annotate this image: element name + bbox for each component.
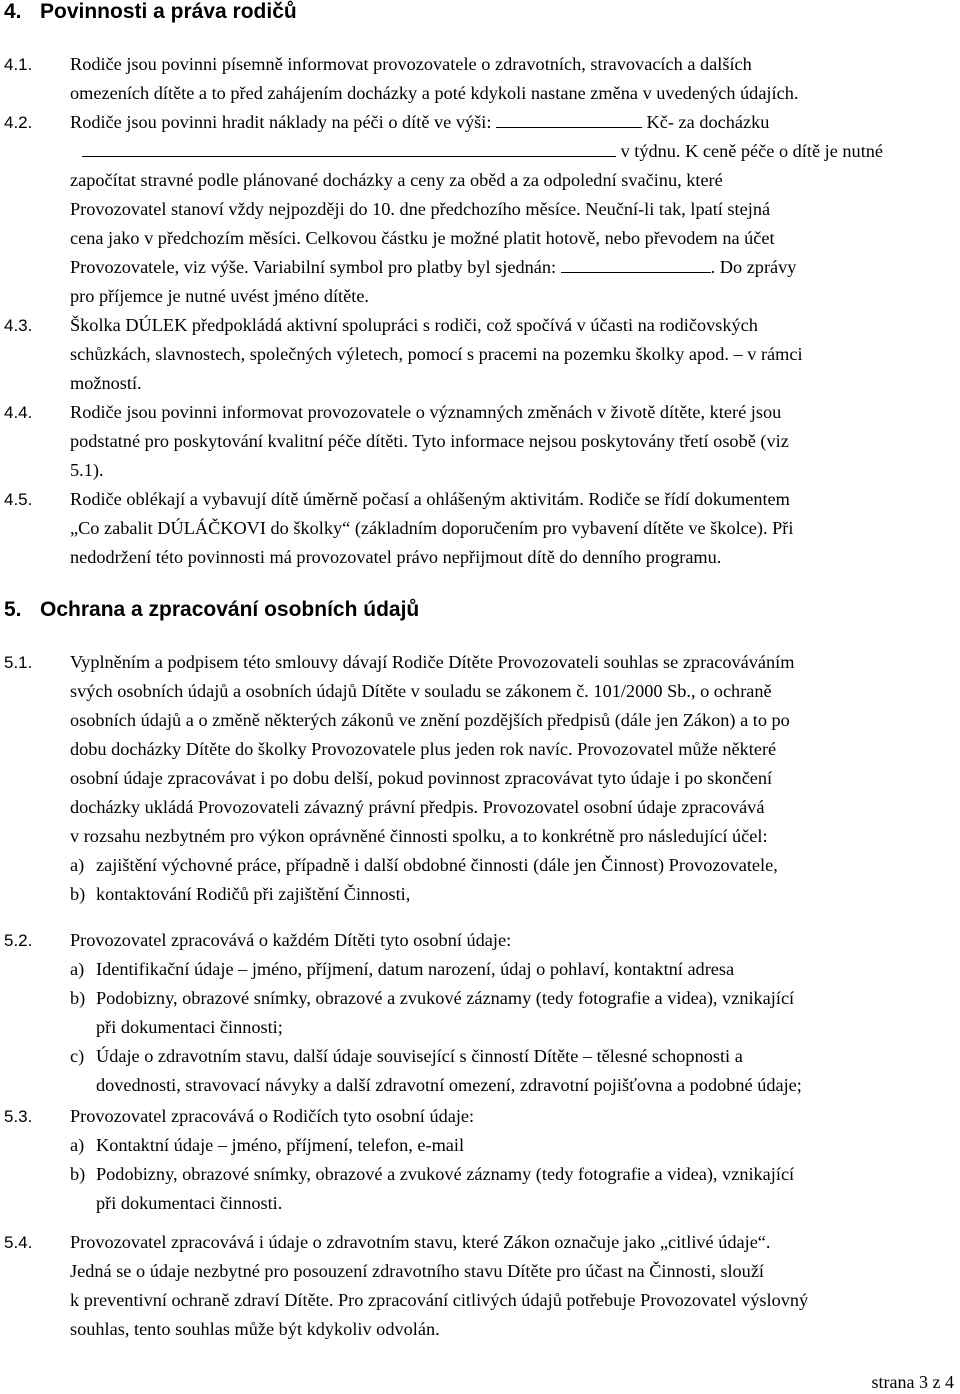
text-line: osobních údajů a o změně některých zákonů ve znění pozdějších předpisů (dále jen Zákon) a to po	[70, 710, 790, 730]
text-line: Provozovatel zpracovává o Rodičích tyto osobní údaje:	[70, 1106, 475, 1126]
clause-number: 5.3.	[4, 1107, 33, 1126]
text-line: při dokumentaci činnosti;	[96, 1017, 283, 1037]
section-number: 4.	[4, 0, 22, 23]
text-fragment: Kč- za docházku	[641, 112, 770, 132]
text-line: Jedná se o údaje nezbytné pro posouzení zdravotního stavu Dítěte pro účast na Činnosti, slouží	[70, 1261, 765, 1281]
text-line: cena jako v předchozím měsíci. Celkovou částku je možné platit hotově, nebo převodem na účet	[70, 228, 775, 248]
text-fragment: Provozovatele, viz výše. Variabilní symbol pro platby byl sjednán:	[70, 257, 561, 277]
text-line: omezeních dítěte a to před zahájením docházky a poté kdykoli nastane změna v uvedených údajích.	[70, 83, 799, 103]
clause-number: 5.1.	[4, 653, 33, 672]
text-line: nedodržení této povinnosti má provozovatel právo nepřijmout dítě do denního programu.	[70, 547, 722, 567]
clause-number: 4.1.	[4, 55, 33, 74]
text-line: Podobizny, obrazové snímky, obrazové a zvukové záznamy (tedy fotografie a videa), vznikající	[96, 988, 795, 1008]
section-heading	[4, 598, 419, 622]
section-number: 5.	[4, 598, 22, 621]
text-line: pro příjemce je nutné uvést jméno dítěte.	[70, 286, 370, 306]
text-line: Rodiče jsou povinni písemně informovat provozovatele o zdravotních, stravovacích a dalších	[70, 54, 752, 74]
text-line: Rodiče jsou povinni informovat provozovatele o významných změnách v životě dítěte, které jsou	[70, 402, 782, 422]
text-fragment: v týdnu.	[616, 141, 686, 161]
text-line: podstatné pro poskytování kvalitní péče dítěti. Tyto informace nejsou poskytovány třetí osobě (viz	[70, 431, 789, 451]
text-line: Provozovatel zpracovává i údaje o zdravotním stavu, které Zákon označuje jako „citlivé údaje“.	[70, 1232, 771, 1252]
text-line: v rozsahu nezbytném pro výkon oprávněné činnosti spolku, a to konkrétně pro následující účel:	[70, 826, 768, 846]
text-fragment: Rodiče jsou povinni hradit náklady na péči o dítě ve výši:	[70, 112, 492, 132]
clause-number: 5.4.	[4, 1233, 33, 1252]
text-line: 5.1).	[70, 460, 104, 480]
clause-number: 5.2.	[4, 931, 33, 950]
section-title: Ochrana a zpracování osobních údajů	[40, 598, 420, 621]
text-line: Provozovatel stanoví vždy nejpozději do 10. dne předchozího měsíce. Neuční-li tak, lpatí stejná	[70, 199, 771, 219]
text-line: Provozovatel zpracovává o každém Dítěti tyto osobní údaje:	[70, 930, 512, 950]
text-fragment: K ceně péče o dítě je nutné	[685, 141, 884, 161]
list-label: b)	[70, 884, 86, 904]
text-line: souhlas, tento souhlas může být kdykoliv odvolán.	[70, 1319, 440, 1339]
text-line: možností.	[70, 373, 142, 393]
text-fragment: . Do zprávy	[710, 257, 797, 277]
clause-number: 4.5.	[4, 490, 33, 509]
section-heading	[4, 0, 297, 24]
text-line: Údaje o zdravotním stavu, další údaje související s činností Dítěte – tělesné schopnosti a	[96, 1046, 743, 1066]
text-line: dobu docházky Dítěte do školky Provozovatele plus jeden rok navíc. Provozovatel může některé	[70, 739, 777, 759]
text-line: Školka DÚLEK předpokládá aktivní spolupráci s rodiči, což spočívá v účasti na rodičovských	[70, 315, 758, 335]
section-title: Povinnosti a práva rodičů	[40, 0, 297, 23]
attendance-days-blank[interactable]	[82, 139, 616, 157]
text-line: osobní údaje zpracovávat i po dobu delší, pokud povinnost zpracovávat tyto údaje i po skončení	[70, 768, 773, 788]
page-number: strana 3 z 4	[871, 1372, 954, 1392]
text-line: Rodiče oblékají a vybavují dítě úměrně počasí a ohlášeným aktivitám. Rodiče se řídí dokumentem	[70, 489, 790, 509]
fee-amount-blank[interactable]	[496, 110, 642, 128]
clause-number: 4.2.	[4, 113, 33, 132]
text-line	[70, 253, 796, 282]
clause-number: 4.4.	[4, 403, 33, 422]
text-line: docházky ukládá Provozovateli závazný právní předpis. Provozovatel osobní údaje zpracovává	[70, 797, 765, 817]
clause-number: 4.3.	[4, 316, 33, 335]
text-line: k preventivní ochraně zdraví Dítěte. Pro zpracování citlivých údajů potřebuje Provozovatel výslovný	[70, 1290, 809, 1310]
text-line: dovednosti, stravovací návyky a další zdravotní omezení, zdravotní pojišťovna a podobné údaje;	[96, 1075, 802, 1095]
variable-symbol-blank[interactable]	[561, 255, 711, 273]
list-label: a)	[70, 1135, 85, 1155]
text-line: „Co zabalit DÚLÁČKOVI do školky“ (základním doporučením pro vybavení dítěte ve školce). Při	[70, 518, 794, 538]
list-label: b)	[70, 988, 86, 1008]
text-line: Podobizny, obrazové snímky, obrazové a zvukové záznamy (tedy fotografie a videa), vznikající	[96, 1164, 795, 1184]
text-line: Kontaktní údaje – jméno, příjmení, telefon, e-mail	[96, 1135, 465, 1155]
list-label: a)	[70, 959, 85, 979]
text-line: schůzkách, slavnostech, společných výletech, pomocí s pracemi na pozemku školky apod. – v rámci	[70, 344, 803, 364]
list-label: c)	[70, 1046, 85, 1066]
text-line: svých osobních údajů a osobních údajů Dítěte v souladu se zákonem č. 101/2000 Sb., o ochraně	[70, 681, 772, 701]
list-label: a)	[70, 855, 85, 875]
text-line	[82, 137, 883, 166]
text-line	[70, 108, 769, 137]
text-line: Identifikační údaje – jméno, příjmení, datum narození, údaj o pohlaví, kontaktní adresa	[96, 959, 735, 979]
text-line: zajištění výchovné práce, případně i další obdobné činnosti (dále jen Činnost) Provozovatele,	[96, 855, 778, 875]
text-line: započítat stravné podle plánované docházky a ceny za oběd a za odpolední svačinu, které	[70, 170, 723, 190]
text-line: kontaktování Rodičů při zajištění Činnosti,	[96, 884, 411, 904]
text-line: při dokumentaci činnosti.	[96, 1193, 283, 1213]
text-line: Vyplněním a podpisem této smlouvy dávají Rodiče Dítěte Provozovateli souhlas se zpracováváním	[70, 652, 795, 672]
list-label: b)	[70, 1164, 86, 1184]
